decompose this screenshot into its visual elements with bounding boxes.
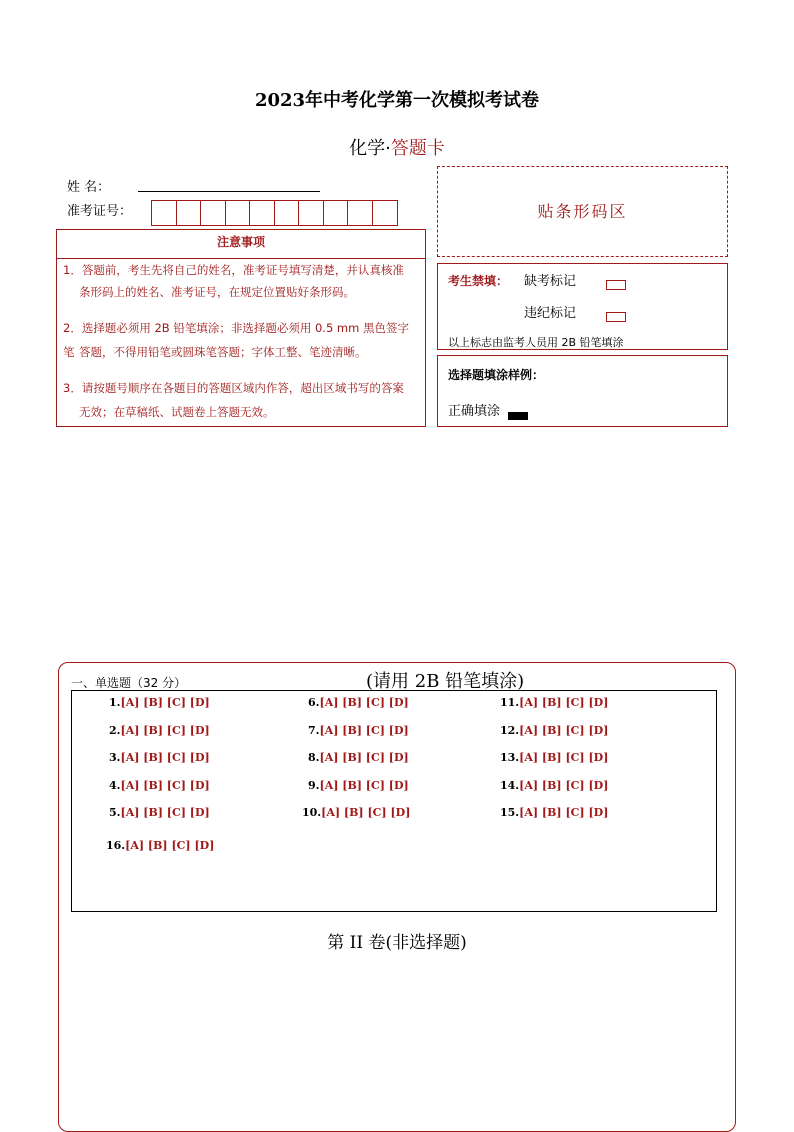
- ban-label: 考生禁填：: [448, 274, 509, 288]
- id-number-boxes[interactable]: [151, 200, 398, 226]
- id-digit-box[interactable]: [324, 201, 349, 225]
- question-1[interactable]: 1.[A] [B] [C] [D]: [109, 696, 210, 709]
- notice-item: 答题，不得用铅笔或圆珠笔答题；字体工整、笔迹清晰。: [79, 345, 367, 359]
- correct-fill-mark: [508, 405, 528, 424]
- id-digit-box[interactable]: [348, 201, 373, 225]
- id-digit-box[interactable]: [275, 201, 300, 225]
- question-16[interactable]: 16.[A] [B] [C] [D]: [106, 839, 215, 852]
- mcq-instruction: (请用 2B 铅笔填涂): [366, 671, 525, 692]
- subtitle-subject: 化学·: [349, 138, 391, 159]
- notice-item: 3．请按题号顺序在各题目的答题区域内作答，超出区域书写的答案: [63, 381, 404, 395]
- id-digit-box[interactable]: [152, 201, 177, 225]
- notice-box: [56, 229, 426, 427]
- mcq-answer-box: [71, 690, 717, 912]
- subtitle-card: 答题卡: [390, 138, 445, 159]
- example-title: 选择题填涂样例：: [448, 368, 545, 382]
- barcode-area: 贴条形码区: [437, 166, 728, 257]
- ban-footnote: 以上标志由监考人员用 2B 铅笔填涂: [448, 336, 624, 349]
- card-subtitle: [0, 134, 794, 160]
- id-digit-box[interactable]: [299, 201, 324, 225]
- notice-item: 无效；在草稿纸、试题卷上答题无效。: [79, 405, 275, 419]
- question-13[interactable]: 13.[A] [B] [C] [D]: [500, 751, 609, 764]
- violation-label: 违纪标记: [524, 306, 577, 321]
- question-10[interactable]: 10.[A] [B] [C] [D]: [302, 806, 411, 819]
- notice-item: 1．答题前，考生先将自己的姓名，准考证号填写清楚，并认真核准: [63, 263, 404, 277]
- candidate-ban-box: [437, 263, 728, 350]
- id-label: 准考证号：: [67, 204, 133, 219]
- id-digit-box[interactable]: [177, 201, 202, 225]
- part2-title: 第 II 卷(非选择题): [327, 933, 467, 953]
- page-title: 2023年中考化学第一次模拟考试卷: [254, 90, 540, 111]
- notice-item: 2．选择题必须用 2B 铅笔填涂；非选择题必须用 0.5 mm 黑色签字笔: [63, 321, 409, 359]
- name-label: 姓 名：: [67, 180, 111, 195]
- notice-title: 注意事项: [57, 230, 425, 259]
- question-4[interactable]: 4.[A] [B] [C] [D]: [109, 779, 210, 792]
- question-3[interactable]: 3.[A] [B] [C] [D]: [109, 751, 210, 764]
- name-field[interactable]: [138, 191, 320, 192]
- question-15[interactable]: 15.[A] [B] [C] [D]: [500, 806, 609, 819]
- id-digit-box[interactable]: [250, 201, 275, 225]
- correct-fill-label: 正确填涂: [448, 404, 501, 419]
- id-digit-box[interactable]: [226, 201, 251, 225]
- violation-mark[interactable]: [606, 306, 626, 325]
- id-digit-box[interactable]: [201, 201, 226, 225]
- absent-label: 缺考标记: [524, 274, 577, 289]
- question-9[interactable]: 9.[A] [B] [C] [D]: [308, 779, 409, 792]
- mcq-section-label: 一、单选题（32 分）: [68, 674, 189, 691]
- question-14[interactable]: 14.[A] [B] [C] [D]: [500, 779, 609, 792]
- question-12[interactable]: 12.[A] [B] [C] [D]: [500, 724, 609, 737]
- question-11[interactable]: 11.[A] [B] [C] [D]: [500, 696, 609, 709]
- notice-item: 条形码上的姓名、准考证号，在规定位置贴好条形码。: [79, 285, 355, 299]
- id-digit-box[interactable]: [373, 201, 398, 225]
- question-8[interactable]: 8.[A] [B] [C] [D]: [308, 751, 409, 764]
- question-2[interactable]: 2.[A] [B] [C] [D]: [109, 724, 210, 737]
- question-5[interactable]: 5.[A] [B] [C] [D]: [109, 806, 210, 819]
- question-6[interactable]: 6.[A] [B] [C] [D]: [308, 696, 409, 709]
- fill-example-box: [437, 355, 728, 427]
- question-7[interactable]: 7.[A] [B] [C] [D]: [308, 724, 409, 737]
- absent-mark[interactable]: [606, 274, 626, 293]
